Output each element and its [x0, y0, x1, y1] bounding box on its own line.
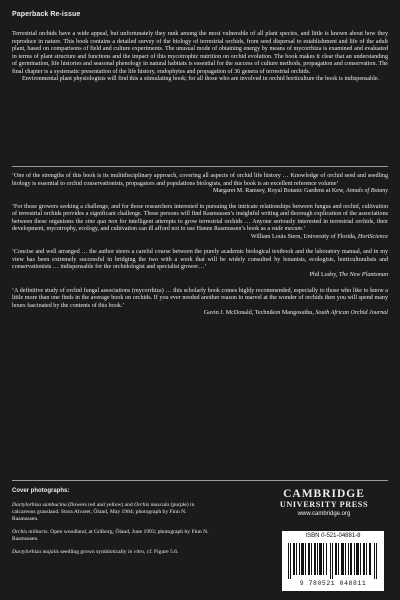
quote-text: ‘One of the strengths of this book is its multidisciplinary approach, covering all aspects of orchid life history … Knowledge of orchid seed and seedling biology is essential to orchid conservationists, propagators and populations biologists, and this book is an excellent reference volume’	[12, 173, 388, 187]
quote-text: ‘For those growers seeking a challenge, and for those researchers interested in pursuing the intricate relationships between fungus and orchid, cultivation of terrestrial orchids provides a significant challenge. Those persons will find Rasmussen’s insightful writing and thorough explication of the associations between these organisms the sine qua non for intelligent attempts to grow terrestrial orchids … Anyone seriously interested in terrestrial orchids, their development, mycotrophy, ecology, and cultivation can ill afford not to use Hanne Rasmussen’s book as a vade mecum.’	[12, 203, 388, 233]
review-list	[12, 173, 388, 326]
publication-title: The New Plantsman	[338, 272, 388, 279]
quote-attribution: Margaret M. Ramsey, Royal Botanic Gardens at Kew, Annals of Botany	[213, 188, 388, 195]
quote-attribution: William Louis Stern, University of Florida, HortScience	[250, 233, 388, 240]
cover-credits-title: Cover photographs:	[12, 488, 70, 494]
review-quote	[12, 204, 388, 242]
review-quote	[12, 173, 388, 196]
description-paragraph: Environmental plant physiologists will find this a stimulating book; for all those who are involved in orchid horticulture the book is indispensable.	[22, 76, 380, 83]
quote-text: ‘A definitive study of orchid fungal associations (mycorrhiza) … this scholarly book comes highly recommended, especially to those who like to know a little more than one finds in the average book on orchids. If you ever needed another reason to marvel at the wonder of orchids then you will spend many hours fascinated by the contents of this book.’	[12, 287, 388, 309]
cover-credit: Dactylorhiza majalis seedling grown symbiotically in vitro, cf. Figure 5.6.	[12, 549, 179, 555]
cover-credit: Orchis militaris. Open woodland, at Gråborg, Öland, June 1993; photograph by Finn N. Rasmussen.	[12, 529, 209, 542]
publisher-subtitle: UNIVERSITY PRESS	[279, 500, 369, 509]
publication-title: HortScience	[357, 233, 388, 240]
quote-text: ‘Concise and well arranged … the author steers a careful course between the purely academic biological textbook and the laboratory manual, and in my view has been extremely successful in bridging the two with a work that will be widely consulted by botanists, ecologists, horticulturalists and conservationists … indispensable for the orchidologist and specialist grower…’	[12, 249, 388, 271]
book-description	[12, 31, 388, 84]
publisher-name: CAMBRIDGE	[283, 488, 365, 500]
publication-title: Annals of Botany	[346, 188, 388, 195]
barcode-digits: 9 780521 048811	[299, 580, 367, 587]
publisher-url: www.cambridge.org	[297, 511, 351, 517]
review-quote	[12, 249, 388, 279]
barcode-icon	[288, 543, 378, 579]
quote-attribution: Phil Lusby, The New Plantsman	[309, 272, 388, 279]
review-quote	[12, 288, 388, 318]
publication-title: South African Orchid Journal	[315, 310, 388, 317]
reissue-heading: Paperback Re-issue	[12, 11, 81, 18]
cover-credit: Dactylorhiza sambucina (flowers red and yellow) and Orchis mascula (purple) in calcareous grassland. Stora Alvaret, Öland, May 1984; photograph by Finn N. Rasmussen.	[12, 502, 195, 522]
divider	[12, 166, 388, 167]
barcode-panel	[282, 531, 384, 591]
publisher-logo	[260, 488, 388, 518]
description-paragraph: Terrestrial orchids have a wide appeal, but unfortunately they rank among the most vulnerable of all plant species, and little is known about how they reproduce in nature. This book contains a detailed survey of the biology of terrestrial orchids, from seed dispersal to establishment and life of the adult plant, based on comparisons of field and culture experiments. The unusual mode of obtaining energy by means of mycorrhiza is examined and evaluated in terms of plant structure and functions and the impact of this mycotrophic nutrition on orchid evolution. The book makes it clear that an understanding of germination, life histories and seasonal phenology in natural habitats is essential for the success of culture methods, propagation and conservation. The final chapter is a systematic presentation of the life history, endophytes and propagation of 36 genera of terrestrial orchids.	[12, 31, 388, 75]
divider	[12, 480, 388, 481]
cover-photo-credits	[12, 488, 212, 562]
quote-attribution: Gavin J. McDonald, Technikon Mangosuthu, South African Orchid Journal	[203, 310, 388, 317]
isbn-text: ISBN 0-521-04881-8	[305, 533, 361, 539]
